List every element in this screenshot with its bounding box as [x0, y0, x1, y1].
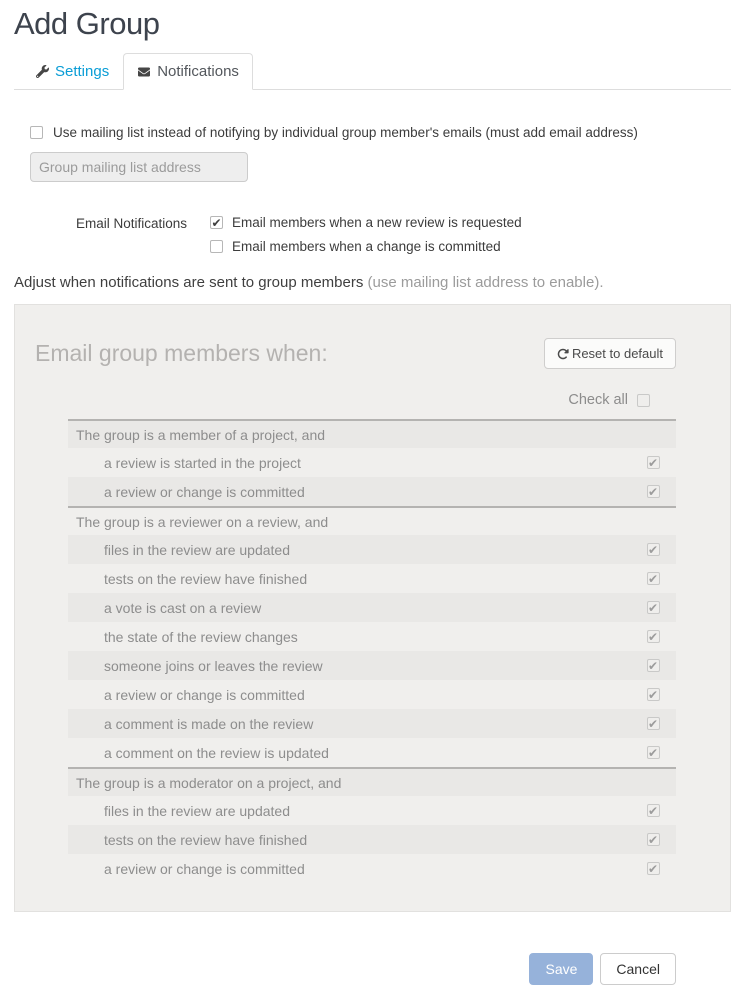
add-group-page [0, 6, 745, 985]
table-row-checkbox-cell [630, 630, 676, 643]
table-row-checkbox-cell [630, 485, 676, 498]
table-row-checkbox[interactable] [647, 630, 660, 643]
email-notifications-label: Email Notifications [75, 216, 187, 231]
check-all-checkbox[interactable] [637, 394, 650, 407]
reset-to-default-label: Reset to default [571, 346, 663, 361]
table-row-checkbox-cell [630, 804, 676, 817]
table-row [68, 680, 676, 709]
table-row-label: files in the review are updated [104, 541, 290, 558]
panel-heading: Email group members when: [35, 340, 328, 366]
table-row-checkbox[interactable] [647, 572, 660, 585]
use-mailing-list-checkbox[interactable] [30, 126, 43, 139]
use-mailing-list-label: Use mailing list instead of notifying by individual group member's emails (must add email address) [53, 125, 638, 140]
save-button[interactable]: Save [529, 953, 593, 985]
cancel-button[interactable]: Cancel [600, 953, 676, 985]
table-row [68, 825, 676, 854]
table-row-checkbox[interactable] [647, 862, 660, 875]
table-row-label: the state of the review changes [104, 628, 298, 645]
table-row [68, 477, 676, 506]
table-row-label: a vote is cast on a review [104, 599, 262, 616]
table-row-checkbox[interactable] [647, 601, 660, 614]
email-notification-option [210, 239, 522, 254]
table-row-checkbox-cell [630, 746, 676, 759]
notification-rules-table [68, 419, 676, 883]
mailing-list-address-input[interactable] [30, 152, 248, 182]
table-row-checkbox[interactable] [647, 688, 660, 701]
table-section-header: The group is a member of a project, and [68, 419, 676, 448]
form-footer [14, 953, 676, 985]
email-notifications-options [210, 215, 522, 254]
email-notification-checkbox[interactable] [210, 216, 223, 229]
table-section-header: The group is a moderator on a project, and [68, 767, 676, 796]
tab-notifications[interactable] [123, 53, 253, 90]
table-row-checkbox[interactable] [647, 659, 660, 672]
tab-settings-label: Settings [55, 63, 110, 80]
tab-bar [14, 53, 731, 90]
table-row [68, 564, 676, 593]
table-row-label: a comment on the review is updated [104, 744, 329, 761]
table-row-checkbox-cell [630, 862, 676, 875]
email-notifications-group [30, 215, 731, 254]
table-row [68, 651, 676, 680]
check-all-row [15, 392, 730, 408]
use-mailing-list-row [30, 125, 731, 140]
table-row-label: a comment is made on the review [104, 715, 314, 732]
table-row-checkbox[interactable] [647, 804, 660, 817]
table-row-checkbox-cell [630, 833, 676, 846]
table-row-checkbox-cell [630, 659, 676, 672]
table-row-checkbox-cell [630, 601, 676, 614]
table-row [68, 593, 676, 622]
page-title: Add Group [14, 6, 160, 41]
table-row-checkbox-cell [630, 456, 676, 469]
table-row-checkbox-cell [630, 543, 676, 556]
envelope-icon [137, 66, 151, 78]
table-row [68, 448, 676, 477]
adjust-note-main: Adjust when notifications are sent to group members [14, 274, 364, 291]
table-row-checkbox[interactable] [647, 456, 660, 469]
table-row-label: files in the review are updated [104, 802, 290, 819]
table-row [68, 738, 676, 767]
table-row-checkbox-cell [630, 688, 676, 701]
table-row-checkbox[interactable] [647, 485, 660, 498]
group-notifications-panel [14, 304, 731, 912]
adjust-note [14, 274, 731, 291]
adjust-note-hint: (use mailing list address to enable). [367, 274, 604, 291]
table-row-checkbox[interactable] [647, 833, 660, 846]
table-row [68, 709, 676, 738]
table-row-checkbox-cell [630, 572, 676, 585]
table-row-label: someone joins or leaves the review [104, 657, 323, 674]
wrench-icon [36, 65, 49, 78]
refresh-icon [557, 348, 569, 360]
email-notification-option [210, 215, 522, 230]
table-row-label: a review is started in the project [104, 454, 301, 471]
reset-to-default-button[interactable] [544, 338, 676, 369]
table-row-label: a review or change is committed [104, 483, 305, 500]
table-row [68, 854, 676, 883]
table-row-label: tests on the review have finished [104, 570, 308, 587]
table-row-label: a review or change is committed [104, 860, 305, 877]
table-row [68, 535, 676, 564]
email-notification-option-label: Email members when a new review is requested [232, 215, 522, 230]
email-notification-option-label: Email members when a change is committed [232, 239, 501, 254]
table-row-label: tests on the review have finished [104, 831, 308, 848]
panel-header [15, 338, 730, 369]
email-notification-checkbox[interactable] [210, 240, 223, 253]
table-row-checkbox[interactable] [647, 543, 660, 556]
table-row-label: a review or change is committed [104, 686, 305, 703]
table-row-checkbox[interactable] [647, 746, 660, 759]
table-section-header: The group is a reviewer on a review, and [68, 506, 676, 535]
tab-settings[interactable] [22, 53, 123, 90]
check-all-label: Check all [568, 392, 628, 408]
table-row-checkbox-cell [630, 717, 676, 730]
table-row [68, 622, 676, 651]
table-row-checkbox[interactable] [647, 717, 660, 730]
table-row [68, 796, 676, 825]
tab-notifications-label: Notifications [157, 63, 239, 80]
